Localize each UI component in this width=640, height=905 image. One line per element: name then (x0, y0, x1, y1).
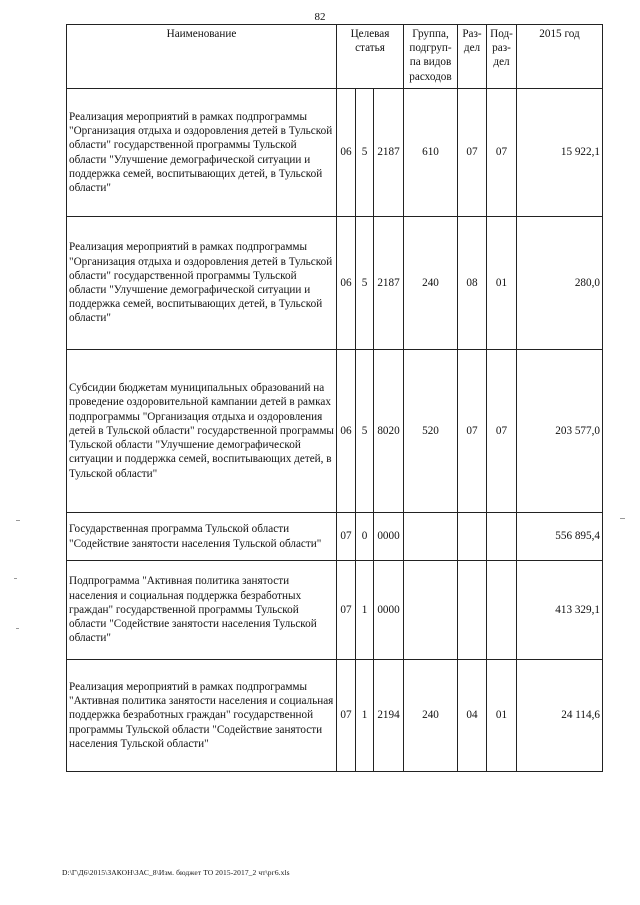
row-code-subprogram: 5 (356, 89, 374, 217)
header-name: Наименование (67, 25, 337, 89)
table-row (67, 513, 603, 561)
row-code-subprogram: 5 (356, 350, 374, 513)
header-section: Раз-дел (458, 25, 487, 89)
row-name: Подпрограмма "Активная политика занятости населения и социальная поддержка безработных граждан" государственной программы Тульской области "Содействие занятости населения Тульской области" (67, 561, 337, 660)
header-target-article: Целевая статья (337, 25, 404, 89)
budget-table (66, 24, 603, 772)
row-amount: 24 114,6 (517, 660, 603, 772)
row-code-program: 07 (337, 561, 356, 660)
row-code-program: 06 (337, 350, 356, 513)
row-code-direction: 2187 (374, 217, 404, 350)
table-header-row (67, 25, 603, 89)
row-code-program: 07 (337, 660, 356, 772)
row-code-subprogram: 1 (356, 660, 374, 772)
row-subsection: 01 (487, 660, 517, 772)
page-number: 82 (314, 11, 326, 23)
row-section: 07 (458, 350, 487, 513)
row-code-program: 06 (337, 89, 356, 217)
table-row (67, 350, 603, 513)
row-code-subprogram: 1 (356, 561, 374, 660)
row-code-direction: 8020 (374, 350, 404, 513)
row-name: Государственная программа Тульской области "Содействие занятости населения Тульской области" (67, 513, 337, 561)
row-amount: 15 922,1 (517, 89, 603, 217)
row-code-program: 07 (337, 513, 356, 561)
row-code-direction: 0000 (374, 513, 404, 561)
row-subsection: 01 (487, 217, 517, 350)
row-name: Субсидии бюджетам муниципальных образований на проведение оздоровительной кампании детей в рамках подпрограммы "Организация отдыха и оздоровления детей в Тульской области" государственной программы Тульской области "Улучшение демографической ситуации и поддержка семей, воспитывающих детей, в Тульской области" (67, 350, 337, 513)
table-row (67, 89, 603, 217)
row-subsection: 07 (487, 350, 517, 513)
row-code-direction: 2194 (374, 660, 404, 772)
row-expense-group: 610 (404, 89, 458, 217)
row-amount: 203 577,0 (517, 350, 603, 513)
row-name: Реализация мероприятий в рамках подпрограммы "Активная политика занятости населения и социальная поддержка безработных граждан" государственной программы Тульской области "Содействие занятости населения Тульской области" (67, 660, 337, 772)
row-amount: 413 329,1 (517, 561, 603, 660)
row-amount: 556 895,4 (517, 513, 603, 561)
table-row (67, 217, 603, 350)
scan-mark (14, 578, 17, 579)
row-code-direction: 2187 (374, 89, 404, 217)
row-expense-group (404, 561, 458, 660)
table-row (67, 561, 603, 660)
scan-mark (16, 520, 20, 521)
row-expense-group: 240 (404, 660, 458, 772)
row-name: Реализация мероприятий в рамках подпрограммы "Организация отдыха и оздоровления детей в Тульской области" государственной программы Тульской области "Улучшение демографической ситуации и поддержка семей, воспитывающих детей, в Тульской области" (67, 89, 337, 217)
row-amount: 280,0 (517, 217, 603, 350)
row-name: Реализация мероприятий в рамках подпрограммы "Организация отдыха и оздоровления детей в Тульской области" государственной программы Тульской области "Улучшение демографической ситуации и поддержка семей, воспитывающих детей, в Тульской области" (67, 217, 337, 350)
footer-file-path: D:\Г\Д6\2015\ЗАКОН\ЗАС_8\Изм. бюджет ТО 2015-2017_2 чт\рг6.xls (62, 868, 290, 877)
row-subsection: 07 (487, 89, 517, 217)
row-subsection (487, 513, 517, 561)
row-code-program: 06 (337, 217, 356, 350)
row-code-subprogram: 5 (356, 217, 374, 350)
header-subsection: Под-раз-дел (487, 25, 517, 89)
header-year: 2015 год (517, 25, 603, 89)
row-section (458, 513, 487, 561)
row-expense-group: 240 (404, 217, 458, 350)
row-expense-group: 520 (404, 350, 458, 513)
row-section: 04 (458, 660, 487, 772)
row-subsection (487, 561, 517, 660)
table-row (67, 660, 603, 772)
row-code-direction: 0000 (374, 561, 404, 660)
row-expense-group (404, 513, 458, 561)
header-expense-group: Группа, подгруп-па видов расходов (404, 25, 458, 89)
row-section: 08 (458, 217, 487, 350)
scan-mark (620, 518, 625, 519)
row-section (458, 561, 487, 660)
scan-mark (16, 628, 19, 629)
row-section: 07 (458, 89, 487, 217)
row-code-subprogram: 0 (356, 513, 374, 561)
